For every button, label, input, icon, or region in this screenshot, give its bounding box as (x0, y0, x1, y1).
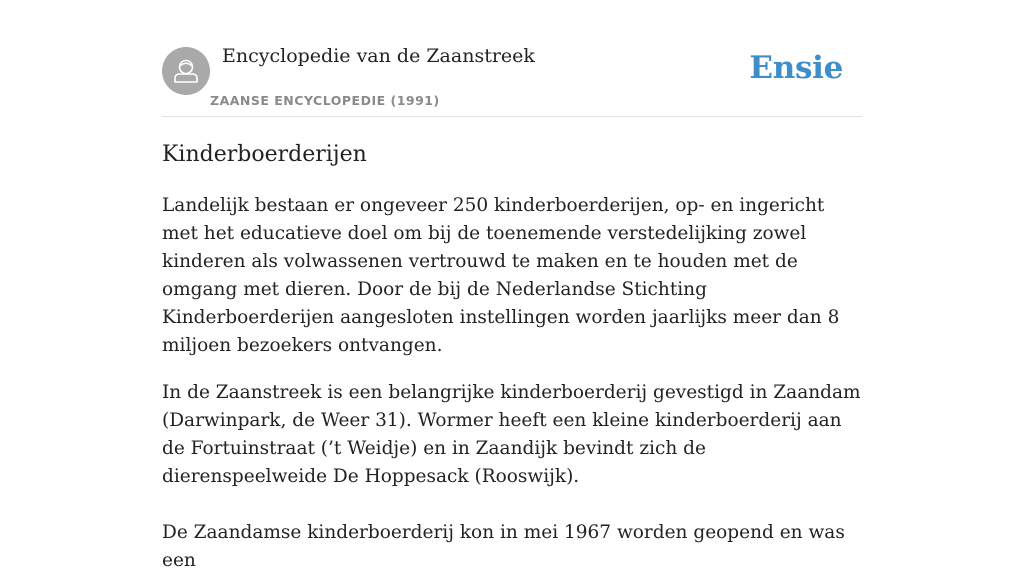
user-icon (162, 47, 210, 95)
source-title[interactable]: Encyclopedie van de Zaanstreek (222, 45, 535, 67)
article-paragraph: In de Zaanstreek is een belangrijke kinderboerderij gevestigd in Zaandam (Darwinpark, de Weer 31). Wormer heeft een kleine kinderboerderij aan de Fortuinstraat (’t Weidje) en in Zaandijk bevindt zich de dierenspeelweide De Hoppesack (Rooswijk). (162, 382, 861, 487)
article-paragraph: De Zaandamse kinderboerderij kon in mei 1967 worden geopend en was een (162, 522, 845, 571)
article-paragraph: Landelijk bestaan er ongeveer 250 kinderboerderijen, op- en ingericht met het educatieve doel om bij de toenemende verstedelijking zowel kinderen als volwassenen vertrouwd te maken en te houden met de omgang met dieren. Door de bij de Nederlandse Stichting Kinderboerderijen aangesloten instellingen worden jaarlijks meer dan 8 miljoen bezoekers ontvangen. (162, 195, 840, 356)
source-header (162, 0, 862, 117)
article (162, 140, 862, 575)
ensie-logo[interactable]: Ensie (749, 50, 843, 86)
article-title: Kinderboerderijen (162, 142, 367, 167)
source-subtitle[interactable]: ZAANSE ENCYCLOPEDIE (1991) (210, 93, 440, 108)
source-avatar[interactable] (162, 47, 210, 95)
